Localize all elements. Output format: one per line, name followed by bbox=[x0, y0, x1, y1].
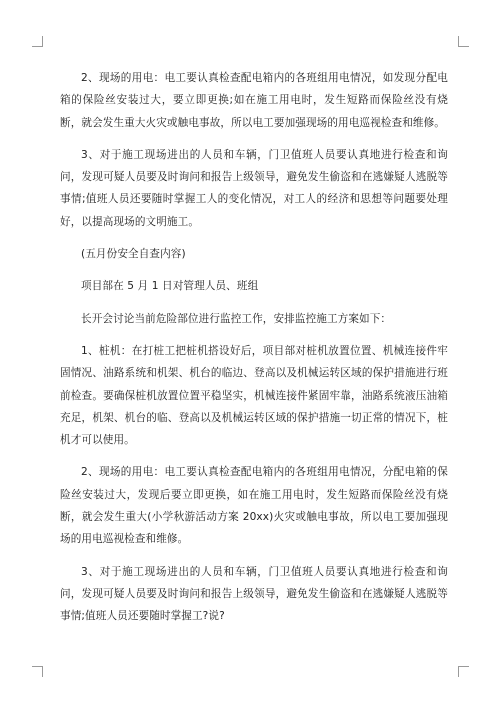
paragraph-pile-driver: 1、桩机：在打桩工把桩机搭设好后，项目部对桩机放置位置、机械连接件牢固情况、油路系统和机架、机台的临边、登高以及机械运转区域的保护措施进行班前检查。要确保桩机放置位置平稳坚实，机械连接件紧固牢靠，油路系统液压油箱充足，机架、机台的临、登高以及机械运转区域的保护措施一切正常的情况下，桩机才可以使用。 bbox=[60, 344, 448, 447]
paragraph-meeting-intro: 项目部在 5 月 1 日对管理人员、班组 bbox=[81, 280, 259, 293]
crop-mark-top-left bbox=[32, 36, 43, 47]
paragraph-monitoring-plan: 长开会讨论当前危险部位进行监控工作，安排监控施工方案如下： bbox=[81, 312, 392, 325]
paragraph-gate-control-2: 3、对于施工现场进出的人员和车辆，门卫值班人员要认真地进行检查和询问，发现可疑人员要及时询问和报告上级领导，避免发生偷盗和在逃嫌疑人逃脱等事情;值班人员还要随时掌握工?说? bbox=[60, 565, 448, 623]
section-heading-may-inspection: (五月份安全自查内容) bbox=[81, 248, 186, 261]
crop-mark-bottom-left bbox=[32, 666, 43, 677]
paragraph-electricity-1: 2、现场的用电：电工要认真检查配电箱内的各班组用电情况，如发现分配电箱的保险丝安装过大，要立即更换;如在施工用电时，发生短路而保险丝没有烧断，就会发生重大火灾或触电事故，所以电工要加强现场的用电巡视检查和维修。 bbox=[60, 72, 448, 129]
paragraph-gate-control-1: 3、对于施工现场进出的人员和车辆，门卫值班人员要认真地进行检查和询问，发现可疑人员要及时询问和报告上级领导，避免发生偷盗和在逃嫌疑人逃脱等事情;值班人员还要随时掌握工人的变化情况，对工人的经济和思想等问题要处理好，以提高现场的文明施工。 bbox=[60, 148, 448, 228]
paragraph-electricity-2: 2、现场的用电：电工要认真检查配电箱内的各班组用电情况，分配电箱的保险丝安装过大，发现后要立即更换，如在施工用电时，发生短路而保险丝没有烧断，就会发生重大(小学秋游活动方案 20xx)火灾或触电事故，所以电工要加强现场的用电巡视检查和维修。 bbox=[60, 466, 448, 546]
document-body bbox=[60, 67, 448, 638]
crop-mark-top-right bbox=[458, 36, 469, 47]
crop-mark-bottom-right bbox=[458, 666, 469, 677]
